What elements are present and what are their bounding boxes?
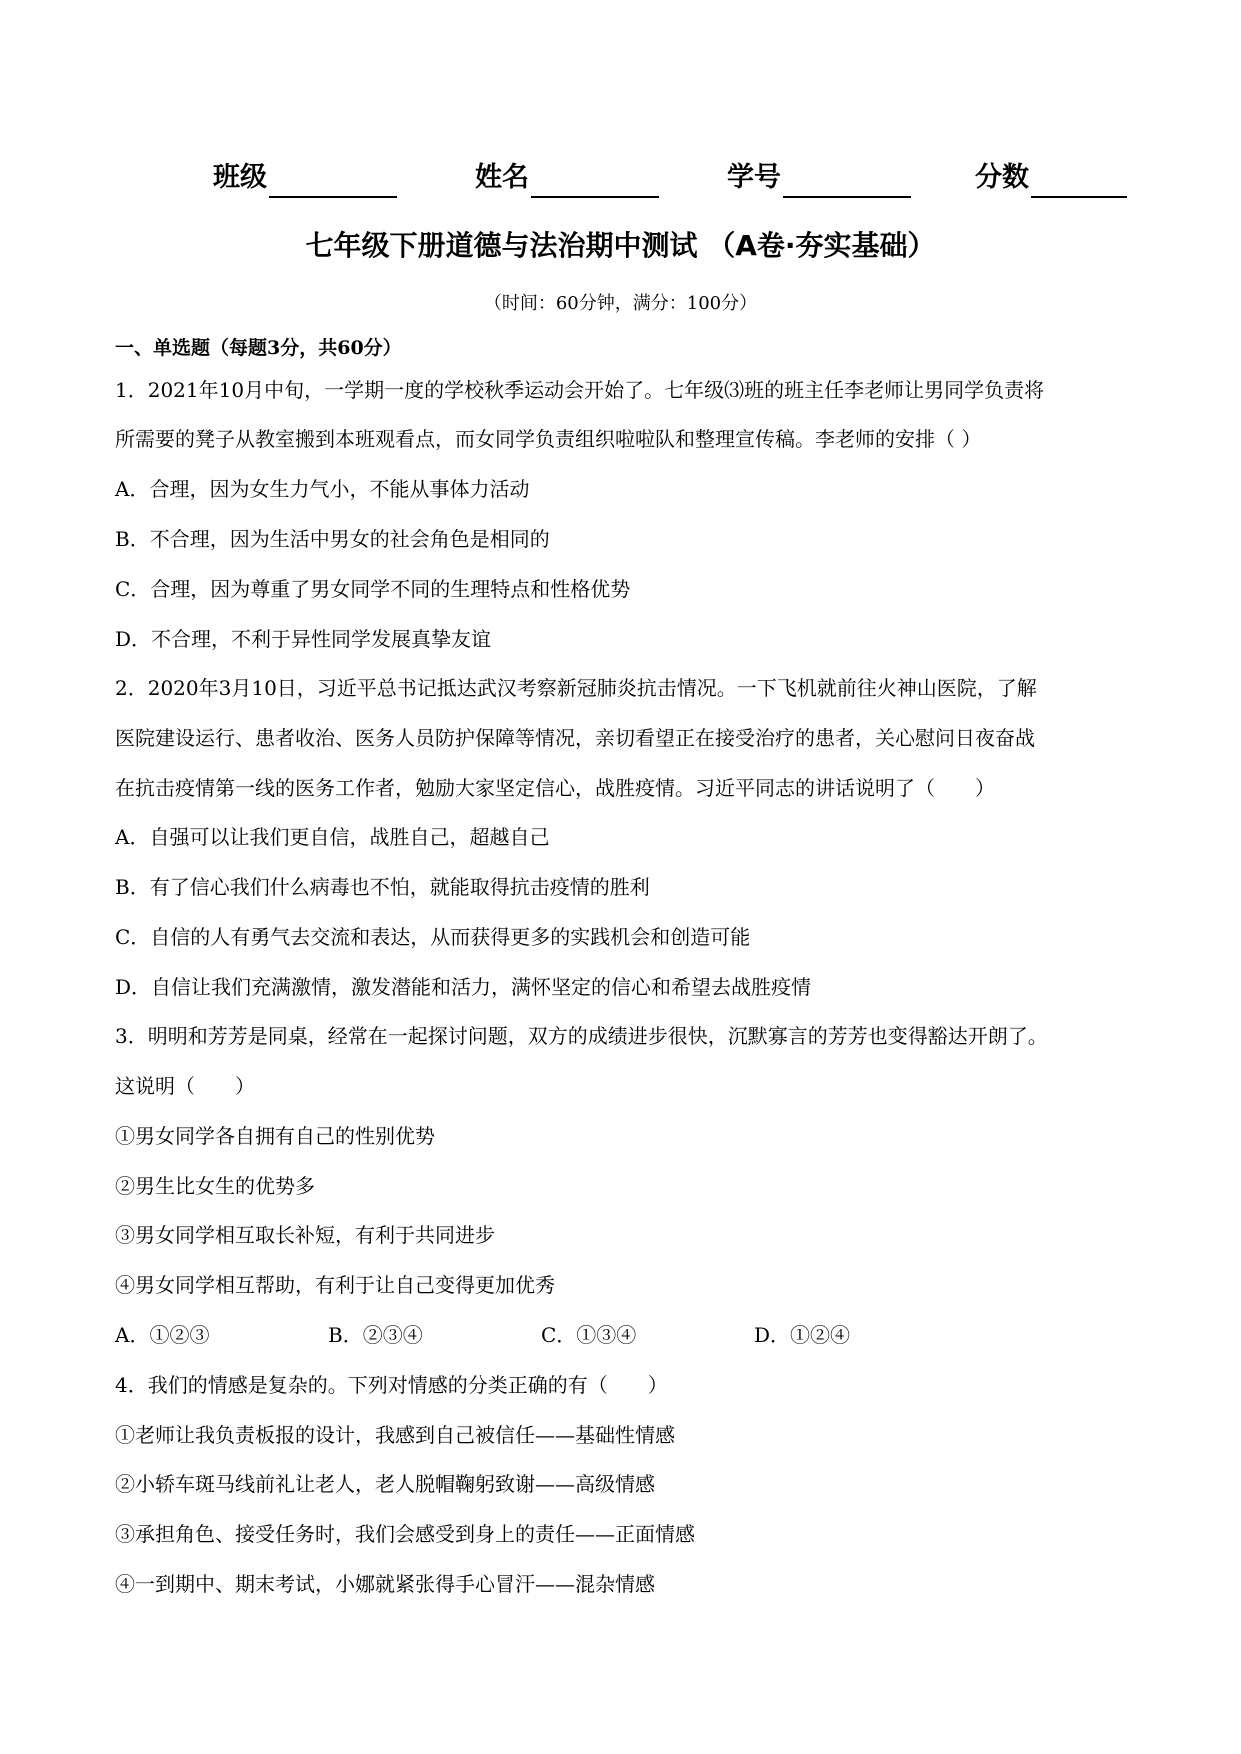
q1-option-b[interactable]: B．不合理，因为生活中男女的社会角色是相同的: [115, 527, 550, 551]
student-id-blank[interactable]: [783, 158, 911, 198]
name-field: [475, 158, 659, 198]
student-id-field: [727, 158, 911, 198]
q2-option-c[interactable]: C．自信的人有勇气去交流和表达，从而获得更多的实践机会和创造可能: [115, 925, 751, 949]
q1-option-a[interactable]: A．合理，因为女生力气小，不能从事体力活动: [115, 477, 530, 501]
q4-statement-4: ④一到期中、期末考试，小娜就紧张得手心冒汗——混杂情感: [115, 1572, 655, 1596]
exam-title: 七年级下册道德与法治期中测试 （A卷·夯实基础）: [305, 229, 936, 262]
student-info-row: [0, 158, 1241, 206]
q3-statement-4: ④男女同学相互帮助，有利于让自己变得更加优秀: [115, 1273, 555, 1297]
q2-stem-line1: 2．2020年3月10日，习近平总书记抵达武汉考察新冠肺炎抗击情况。一下飞机就前往火神山医院，了解: [115, 676, 1037, 700]
q1-stem-line2: 所需要的凳子从教室搬到本班观看点，而女同学负责组织啦啦队和整理宣传稿。李老师的安排（ ）: [115, 427, 982, 451]
q3-statement-1: ①男女同学各自拥有自己的性别优势: [115, 1124, 435, 1148]
q2-stem-line3: 在抗击疫情第一线的医务工作者，勉励大家坚定信心，战胜疫情。习近平同志的讲话说明了（ ）: [115, 776, 995, 800]
score-blank[interactable]: [1031, 158, 1127, 198]
q4-stem-line1: 4．我们的情感是复杂的。下列对情感的分类正确的有（ ）: [115, 1373, 668, 1397]
class-blank[interactable]: [269, 158, 397, 198]
q3-option-c[interactable]: C．①③④: [541, 1323, 637, 1347]
q4-statement-3: ③承担角色、接受任务时，我们会感受到身上的责任——正面情感: [115, 1522, 695, 1546]
q2-option-a[interactable]: A．自强可以让我们更自信，战胜自己，超越自己: [115, 825, 550, 849]
q2-option-b[interactable]: B．有了信心我们什么病毒也不怕，就能取得抗击疫情的胜利: [115, 875, 650, 899]
q1-option-c[interactable]: C．合理，因为尊重了男女同学不同的生理特点和性格优势: [115, 577, 631, 601]
section-heading: 一、单选题（每题3分，共60分）: [115, 337, 402, 359]
exam-subtitle: （时间：60分钟，满分：100分）: [483, 293, 758, 314]
q3-option-a[interactable]: A．①②③: [115, 1323, 210, 1347]
q3-option-b[interactable]: B．②③④: [328, 1323, 423, 1347]
q3-stem-line2: 这说明（ ）: [115, 1074, 255, 1098]
q2-stem-line2: 医院建设运行、患者收治、医务人员防护保障等情况，亲切看望正在接受治疗的患者，关心慰问日夜奋战: [115, 726, 1035, 750]
q4-statement-1: ①老师让我负责板报的设计，我感到自己被信任——基础性情感: [115, 1423, 675, 1447]
score-label: 分数: [975, 162, 1029, 193]
student-id-label: 学号: [727, 162, 781, 193]
q3-statement-2: ②男生比女生的优势多: [115, 1174, 315, 1198]
q1-option-d[interactable]: D．不合理，不利于异性同学发展真挚友谊: [115, 627, 492, 651]
class-field: [213, 158, 397, 198]
q3-options-row: [115, 1320, 1125, 1350]
score-field: [975, 158, 1127, 198]
name-label: 姓名: [475, 162, 529, 193]
class-label: 班级: [213, 162, 267, 193]
q1-stem-line1: 1．2021年10月中旬，一学期一度的学校秋季运动会开始了。七年级⑶班的班主任李老师让男同学负责将: [115, 378, 1045, 402]
q2-option-d[interactable]: D．自信让我们充满激情，激发潜能和活力，满怀坚定的信心和希望去战胜疫情: [115, 975, 812, 999]
q3-statement-3: ③男女同学相互取长补短，有利于共同进步: [115, 1223, 495, 1247]
name-blank[interactable]: [531, 158, 659, 198]
q3-option-d[interactable]: D．①②④: [754, 1323, 851, 1347]
q4-statement-2: ②小轿车斑马线前礼让老人，老人脱帽鞠躬致谢——高级情感: [115, 1472, 655, 1496]
q3-stem-line1: 3．明明和芳芳是同桌，经常在一起探讨问题，双方的成绩进步很快，沉默寡言的芳芳也变得豁达开朗了。: [115, 1024, 1048, 1048]
